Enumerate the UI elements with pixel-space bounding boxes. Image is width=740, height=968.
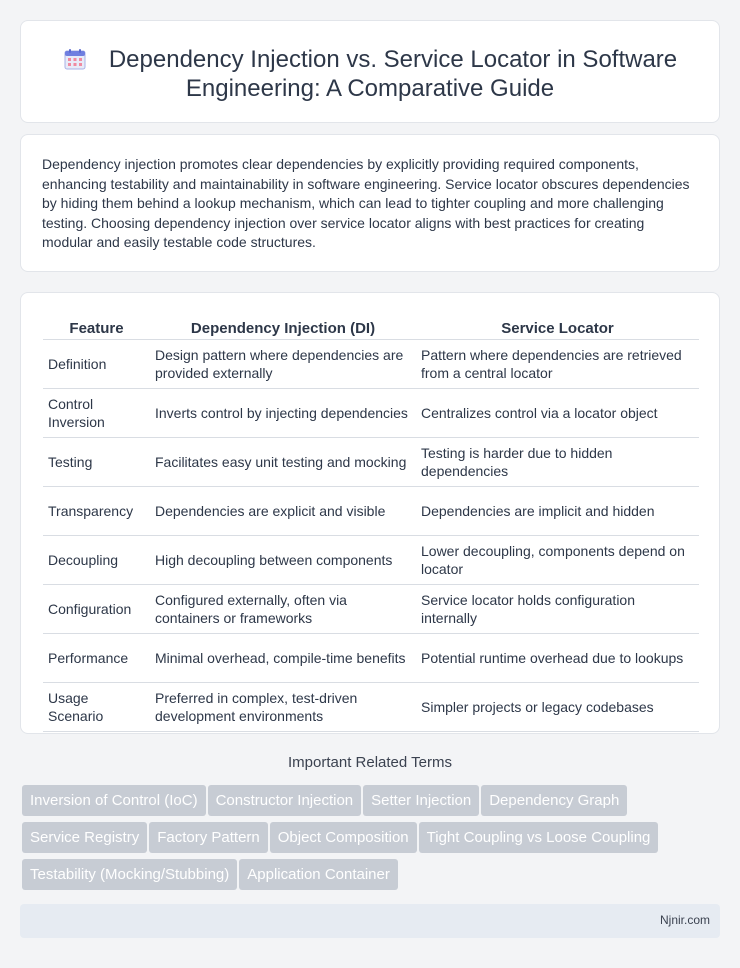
related-term-tag[interactable]: Factory Pattern <box>149 822 268 853</box>
cell-feature: Decoupling <box>43 535 150 584</box>
column-header-feature: Feature <box>43 313 150 339</box>
cell-di: Design pattern where dependencies are provided externally <box>150 339 416 388</box>
comparison-table <box>43 313 699 732</box>
table-row <box>43 339 699 388</box>
table-row <box>43 535 699 584</box>
cell-feature: Performance <box>43 633 150 682</box>
related-term-tag[interactable]: Inversion of Control (IoC) <box>22 785 206 816</box>
table-header-row <box>43 313 699 339</box>
intro-paragraph: Dependency injection promotes clear dependencies by explicitly providing required components, enhancing testability and maintainability in software engineering. Service locator obscures dependencies by hiding them behind a lookup mechanism, which can lead to tighter coupling and more challenging testing. Choosing dependency injection over service locator aligns with best practices for creating modular and easily testable code structures. <box>42 156 690 250</box>
cell-di: Minimal overhead, compile-time benefits <box>150 633 416 682</box>
related-terms-heading: Important Related Terms <box>288 754 452 771</box>
cell-di: Preferred in complex, test-driven development environments <box>150 682 416 731</box>
column-header-di: Dependency Injection (DI) <box>150 313 416 339</box>
cell-feature: Control Inversion <box>43 388 150 437</box>
footer-site-link[interactable]: Njnir.com <box>659 913 710 927</box>
related-term-tag[interactable]: Testability (Mocking/Stubbing) <box>22 859 237 890</box>
cell-service-locator: Pattern where dependencies are retrieved from a central locator <box>416 339 699 388</box>
cell-service-locator: Lower decoupling, components depend on locator <box>416 535 699 584</box>
cell-service-locator: Potential runtime overhead due to lookups <box>416 633 699 682</box>
cell-di: Facilitates easy unit testing and mocking <box>150 437 416 486</box>
intro-card <box>20 134 720 272</box>
cell-service-locator: Service locator holds configuration internally <box>416 584 699 633</box>
cell-feature: Testing <box>43 437 150 486</box>
title-card <box>20 20 720 123</box>
table-row <box>43 388 699 437</box>
page-title: Dependency Injection vs. Service Locator in Software Engineering: A Comparative Guide <box>108 46 678 102</box>
table-row <box>43 584 699 633</box>
table-row <box>43 682 699 731</box>
cell-di: Inverts control by injecting dependencies <box>150 388 416 437</box>
related-terms-list <box>22 785 722 896</box>
cell-di: Configured externally, often via containers or frameworks <box>150 584 416 633</box>
cell-service-locator: Centralizes control via a locator object <box>416 388 699 437</box>
cell-service-locator: Dependencies are implicit and hidden <box>416 486 699 535</box>
cell-feature: Usage Scenario <box>43 682 150 731</box>
footer <box>20 904 720 938</box>
related-term-tag[interactable]: Setter Injection <box>363 785 479 816</box>
related-term-tag[interactable]: Tight Coupling vs Loose Coupling <box>419 822 659 853</box>
calendar-icon <box>63 47 87 71</box>
page-title-block <box>21 45 719 103</box>
cell-service-locator: Testing is harder due to hidden dependencies <box>416 437 699 486</box>
cell-di: High decoupling between components <box>150 535 416 584</box>
related-term-tag[interactable]: Object Composition <box>270 822 417 853</box>
column-header-service-locator: Service Locator <box>416 313 699 339</box>
cell-feature: Configuration <box>43 584 150 633</box>
comparison-card <box>20 292 720 734</box>
table-row <box>43 633 699 682</box>
cell-service-locator: Simpler projects or legacy codebases <box>416 682 699 731</box>
cell-feature: Definition <box>43 339 150 388</box>
related-term-tag[interactable]: Application Container <box>239 859 398 890</box>
related-term-tag[interactable]: Service Registry <box>22 822 147 853</box>
table-row <box>43 437 699 486</box>
related-term-tag[interactable]: Dependency Graph <box>481 785 627 816</box>
cell-di: Dependencies are explicit and visible <box>150 486 416 535</box>
cell-feature: Transparency <box>43 486 150 535</box>
table-row <box>43 486 699 535</box>
related-term-tag[interactable]: Constructor Injection <box>208 785 362 816</box>
